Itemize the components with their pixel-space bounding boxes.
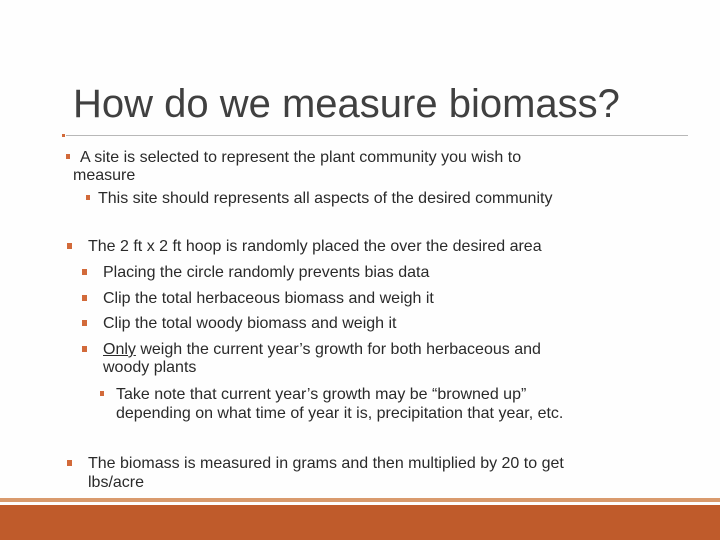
bullet-icon <box>82 346 87 352</box>
footer-accent-line <box>0 498 720 502</box>
sub-bullet-text: Clip the total woody biomass and weigh it <box>103 315 397 332</box>
note-text: Take note that current year’s growth may be “browned up” <box>116 386 527 403</box>
bullet-text-wrap: lbs/acre <box>88 474 145 491</box>
sub-bullet-text <box>103 340 541 359</box>
bullet-icon <box>86 195 90 200</box>
sub-bullet-text: Placing the circle randomly prevents bias data <box>103 264 430 281</box>
slide-title: How do we measure biomass? <box>73 82 620 126</box>
bullet-icon <box>82 269 87 275</box>
sub-bullet-text-rest: weigh the current year’s growth for both herbaceous and <box>135 341 541 358</box>
title-divider <box>66 135 688 136</box>
bullet-text: A site is selected to represent the plant community you wish to <box>80 149 522 166</box>
sub-bullet-text: Clip the total herbaceous biomass and weigh it <box>103 290 434 307</box>
bullet-text: The 2 ft x 2 ft hoop is randomly placed the over the desired area <box>88 238 542 255</box>
sub-bullet-text: This site should represents all aspects of the desired community <box>98 190 553 207</box>
bullet-icon <box>100 391 104 396</box>
emphasis-only: Only <box>103 341 136 358</box>
bullet-text: The biomass is measured in grams and then multiplied by 20 to get <box>88 455 564 472</box>
bullet-text-wrap: measure <box>73 167 136 184</box>
bullet-icon <box>67 243 72 249</box>
bullet-icon <box>82 295 87 301</box>
note-text-wrap: depending on what time of year it is, precipitation that year, etc. <box>116 405 564 422</box>
bullet-icon <box>66 154 70 159</box>
bullet-icon <box>82 320 87 326</box>
bullet-icon <box>67 460 72 466</box>
sub-bullet-text-wrap: woody plants <box>103 359 197 376</box>
footer-bar <box>0 505 720 540</box>
